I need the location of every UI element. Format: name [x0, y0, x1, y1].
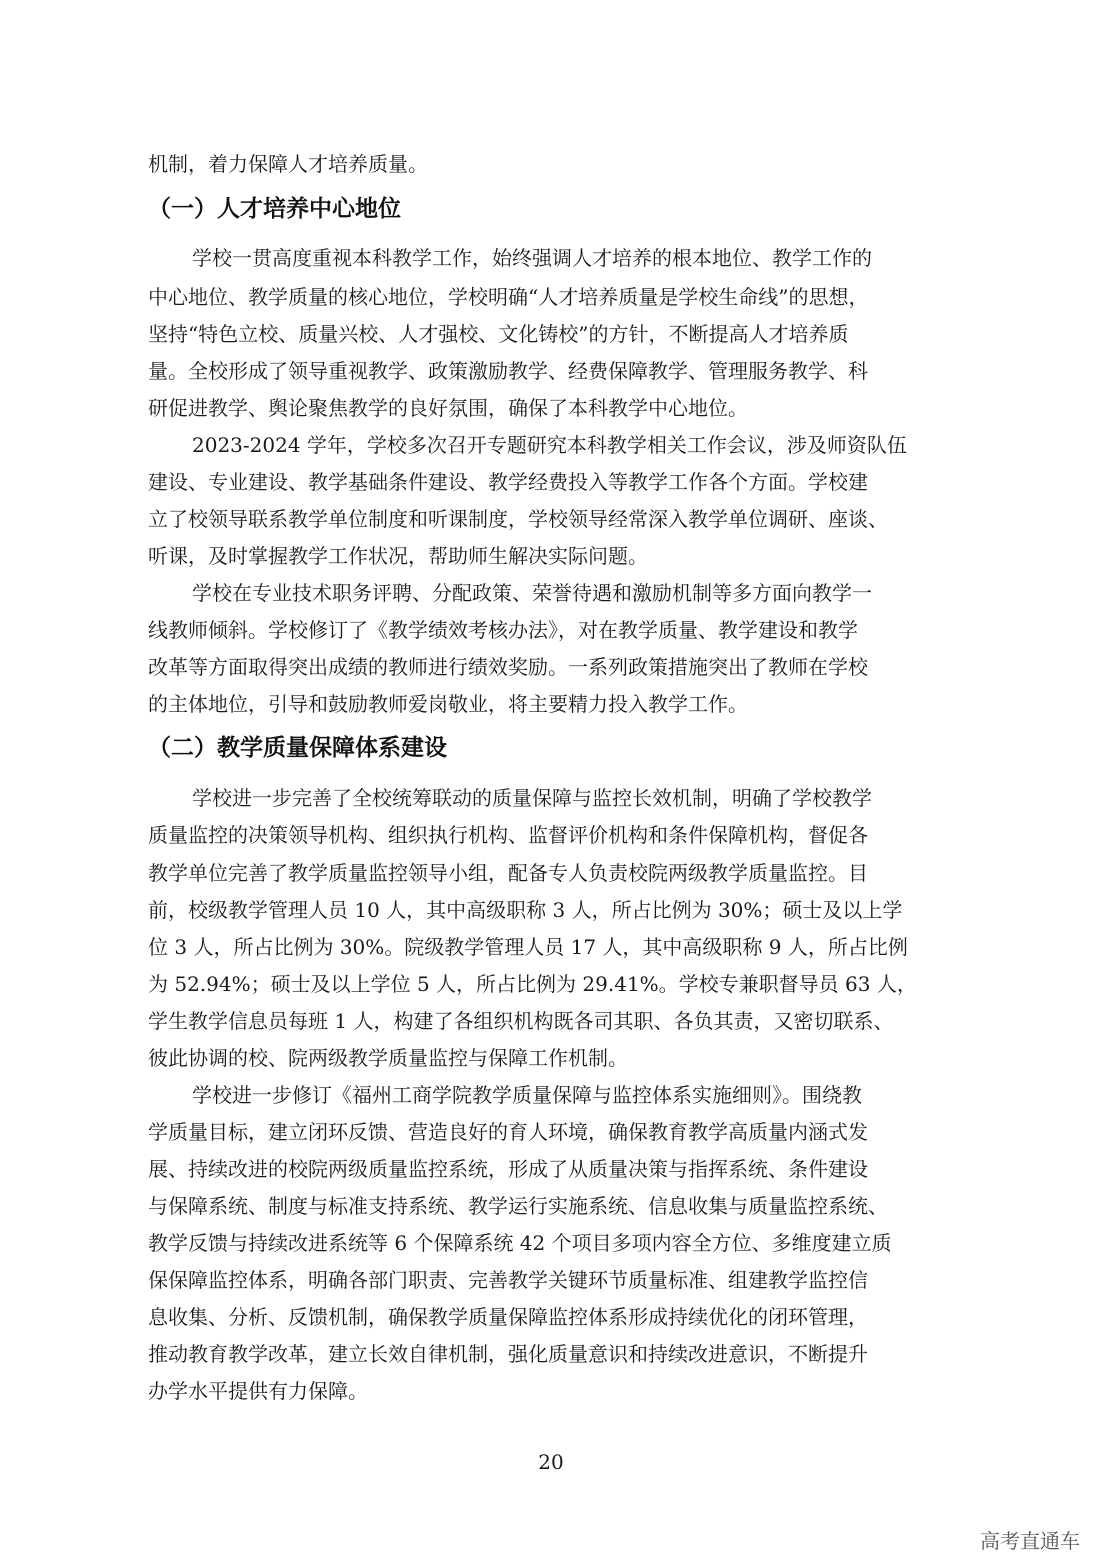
- text-line: 机制，着力保障人才培养质量。: [148, 152, 428, 176]
- text-line: 与保障系统、制度与标准支持系统、教学运行实施系统、信息收集与质量监控系统、: [148, 1194, 888, 1218]
- text-line: 教学单位完善了教学质量监控领导小组，配备专人负责校院两级教学质量监控。目: [148, 861, 868, 885]
- text-line: 教学反馈与持续改进系统等 6 个保障系统 42 个项目多项内容全方位、多维度建立质: [148, 1231, 892, 1255]
- watermark: 高考直通车: [980, 1529, 1080, 1553]
- text-line: 位 3 人，所占比例为 30%。院级教学管理人员 17 人，其中高级职称 9 人，所占比例: [148, 935, 908, 959]
- text-line: 息收集、分析、反馈机制，确保教学质量保障监控体系形成持续优化的闭环管理，: [148, 1305, 868, 1329]
- text-line: 为 52.94%；硕士及以上学位 5 人，所占比例为 29.41%。学校专兼职督导员 63 人，: [148, 972, 917, 996]
- text-line: 2023-2024 学年，学校多次召开专题研究本科教学相关工作会议，涉及师资队伍: [192, 433, 907, 457]
- text-line: 办学水平提供有力保障。: [148, 1379, 368, 1403]
- text-line: 量。全校形成了领导重视教学、政策激励教学、经费保障教学、管理服务教学、科: [148, 359, 868, 383]
- text-line: 展、持续改进的校院两级质量监控系统，形成了从质量决策与指挥系统、条件建设: [148, 1157, 868, 1181]
- text-line: 学生教学信息员每班 1 人，构建了各组织机构既各司其职、各负其责，又密切联系、: [148, 1009, 894, 1033]
- text-line: 的主体地位，引导和鼓励教师爱岗敬业，将主要精力投入教学工作。: [148, 692, 748, 716]
- text-line: 线教师倾斜。学校修订了《教学绩效考核办法》，对在教学质量、教学建设和教学: [148, 618, 858, 642]
- text-line: 学质量目标，建立闭环反馈、营造良好的育人环境，确保教育教学高质量内涵式发: [148, 1120, 868, 1144]
- text-line: 坚持“特色立校、质量兴校、人才强校、文化铸校”的方针，不断提高人才培养质: [148, 322, 849, 346]
- text-line: 学校进一步修订《福州工商学院教学质量保障与监控体系实施细则》。围绕教: [192, 1083, 862, 1107]
- page-number: 20: [538, 1450, 564, 1474]
- text-line: 建设、专业建设、教学基础条件建设、教学经费投入等教学工作各个方面。学校建: [148, 470, 868, 494]
- text-line: 改革等方面取得突出成绩的教师进行绩效奖励。一系列政策措施突出了教师在学校: [148, 655, 868, 679]
- text-line: 学校一贯高度重视本科教学工作，始终强调人才培养的根本地位、教学工作的: [192, 246, 872, 270]
- text-line: 中心地位、教学质量的核心地位，学校明确“人才培养质量是学校生命线”的思想，: [148, 285, 869, 309]
- text-line: 前，校级教学管理人员 10 人，其中高级职称 3 人，所占比例为 30%；硕士及以上学: [148, 898, 903, 922]
- text-line: 听课，及时掌握教学工作状况，帮助师生解决实际问题。: [148, 544, 648, 568]
- text-line: 彼此协调的校、院两级教学质量监控与保障工作机制。: [148, 1046, 628, 1070]
- text-line: 学校进一步完善了全校统筹联动的质量保障与监控长效机制，明确了学校教学: [192, 786, 872, 810]
- text-line: 质量监控的决策领导机构、组织执行机构、监督评价机构和条件保障机构，督促各: [148, 823, 868, 847]
- text-line: 推动教育教学改革，建立长效自律机制，强化质量意识和持续改进意识，不断提升: [148, 1342, 868, 1366]
- text-line: 学校在专业技术职务评聘、分配政策、荣誉待遇和激励机制等多方面向教学一: [192, 581, 872, 605]
- section-heading: （一）人才培养中心地位: [148, 196, 401, 222]
- text-line: 立了校领导联系教学单位制度和听课制度，学校领导经常深入教学单位调研、座谈、: [148, 507, 888, 531]
- section-heading: （二）教学质量保障体系建设: [148, 735, 447, 761]
- text-line: 研促进教学、舆论聚焦教学的良好氛围，确保了本科教学中心地位。: [148, 396, 748, 420]
- text-line: 保保障监控体系，明确各部门职责、完善教学关键环节质量标准、组建教学监控信: [148, 1268, 868, 1292]
